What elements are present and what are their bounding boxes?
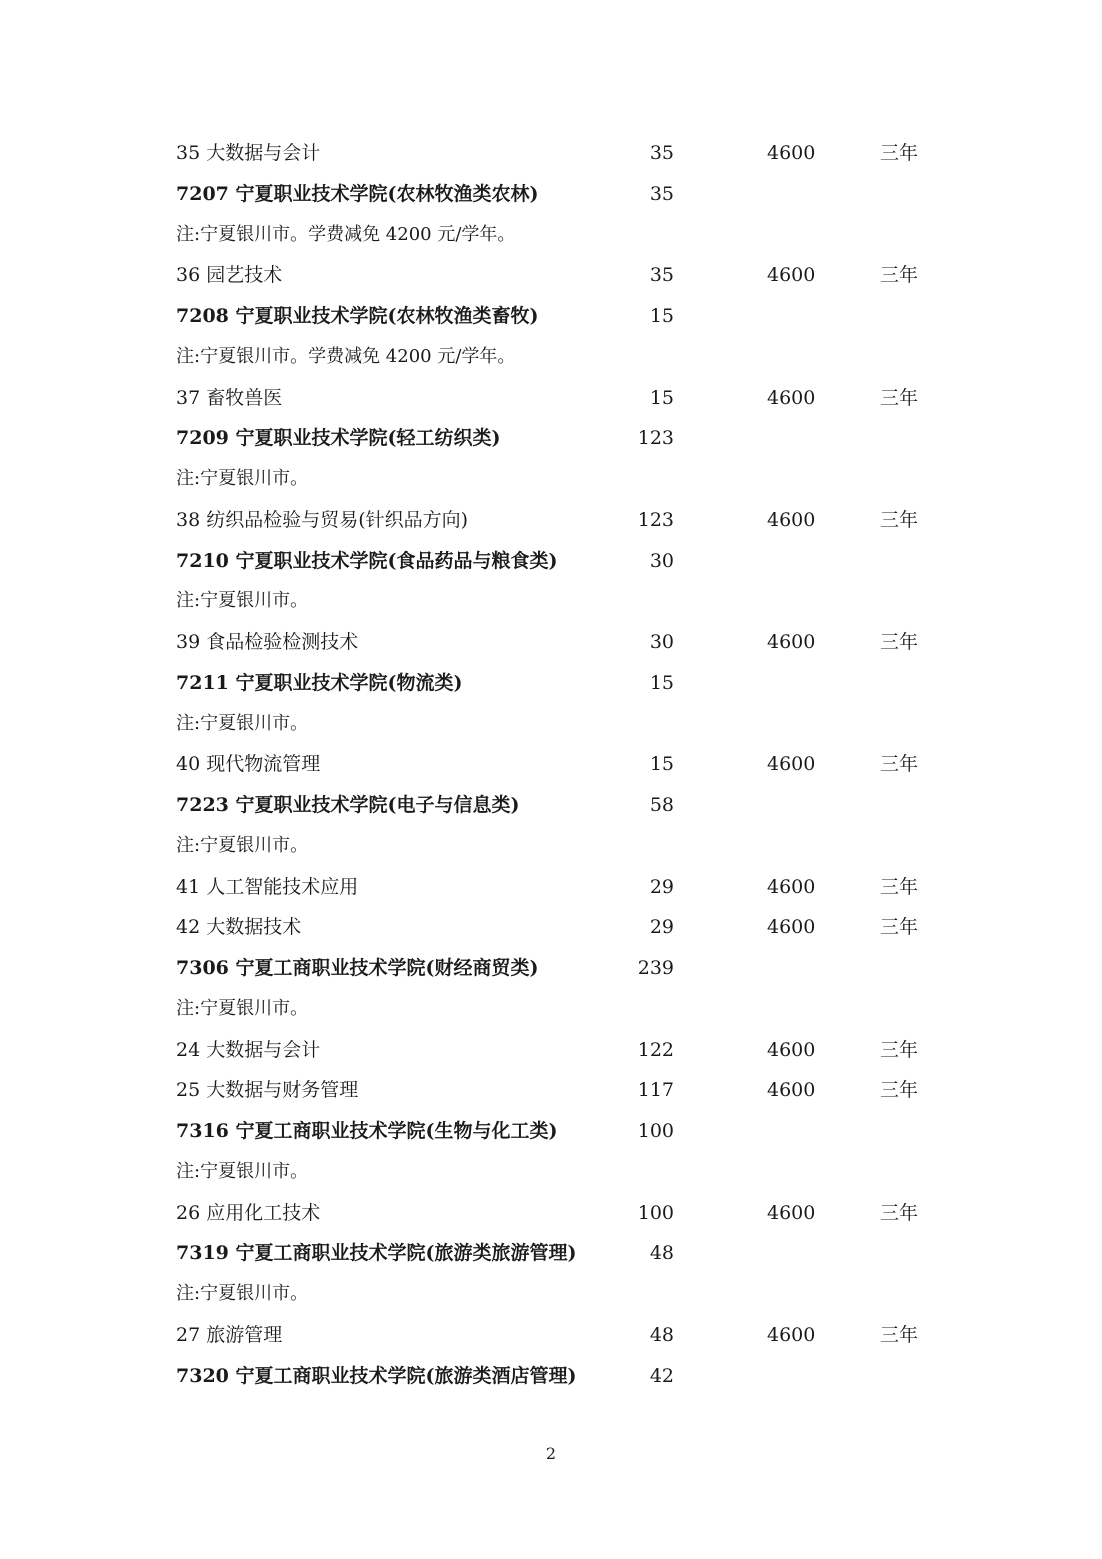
plan-count: 100 (637, 1120, 674, 1142)
study-duration: 三年 (880, 875, 919, 898)
plan-count: 123 (637, 427, 674, 450)
institution-name: 7319 宁夏工商职业技术学院(旅游类旅游管理) (176, 1242, 577, 1265)
major-name: 24 大数据与会计 (176, 1038, 321, 1061)
institution-row (0, 418, 1102, 459)
major-name: 40 现代物流管理 (176, 753, 321, 776)
plan-count: 123 (637, 508, 674, 531)
tuition-fee: 4600 (767, 631, 816, 653)
major-name: 37 畜牧兽医 (176, 386, 283, 409)
tuition-fee: 4600 (767, 386, 816, 409)
note-text: 注:宁夏银川市。学费减免 4200 元/学年。 (176, 223, 516, 245)
note-row (0, 826, 1102, 867)
institution-row (0, 174, 1102, 215)
tuition-fee: 4600 (767, 916, 816, 939)
study-duration: 三年 (880, 916, 919, 939)
study-duration: 三年 (880, 753, 919, 776)
institution-row (0, 1111, 1102, 1152)
plan-count: 30 (649, 549, 674, 572)
tuition-fee: 4600 (767, 264, 816, 287)
tuition-fee: 4600 (767, 1079, 816, 1102)
study-duration: 三年 (880, 1038, 919, 1061)
tuition-fee: 4600 (767, 142, 816, 164)
note-row (0, 704, 1102, 745)
plan-count: 42 (649, 1364, 674, 1387)
plan-count: 122 (637, 1038, 674, 1061)
major-name: 27 旅游管理 (176, 1323, 283, 1346)
plan-count: 58 (649, 794, 674, 816)
institution-row (0, 948, 1102, 989)
admission-plan-list (0, 133, 1102, 1396)
major-row (0, 907, 1102, 948)
major-name: 35 大数据与会计 (176, 142, 321, 164)
study-duration: 三年 (880, 264, 919, 287)
study-duration: 三年 (880, 1323, 919, 1346)
note-row (0, 1152, 1102, 1193)
institution-name: 7208 宁夏职业技术学院(农林牧渔类畜牧) (176, 305, 539, 327)
note-row (0, 1274, 1102, 1315)
plan-count: 117 (637, 1079, 674, 1102)
institution-row (0, 296, 1102, 337)
major-name: 42 大数据技术 (176, 916, 302, 939)
study-duration: 三年 (880, 1201, 919, 1224)
note-text: 注:宁夏银川市。 (176, 468, 309, 489)
tuition-fee: 4600 (767, 875, 816, 898)
note-row (0, 459, 1102, 500)
plan-count: 35 (649, 142, 674, 164)
major-name: 41 人工智能技术应用 (176, 875, 359, 898)
plan-count: 239 (637, 957, 674, 979)
major-row (0, 500, 1102, 541)
study-duration: 三年 (880, 631, 919, 653)
plan-count: 15 (649, 671, 674, 694)
plan-count: 100 (637, 1201, 674, 1224)
note-row (0, 581, 1102, 622)
study-duration: 三年 (880, 508, 919, 531)
study-duration: 三年 (880, 1079, 919, 1102)
institution-row (0, 1233, 1102, 1274)
major-name: 39 食品检验检测技术 (176, 631, 359, 653)
major-row (0, 1070, 1102, 1111)
institution-name: 7209 宁夏职业技术学院(轻工纺织类) (176, 427, 501, 450)
major-row (0, 133, 1102, 174)
plan-count: 29 (649, 916, 674, 939)
major-row (0, 1193, 1102, 1234)
note-row (0, 215, 1102, 256)
note-row (0, 989, 1102, 1030)
institution-name: 7316 宁夏工商职业技术学院(生物与化工类) (176, 1120, 558, 1142)
note-row (0, 337, 1102, 378)
institution-name: 7320 宁夏工商职业技术学院(旅游类酒店管理) (176, 1364, 577, 1387)
plan-count: 35 (649, 182, 674, 205)
tuition-fee: 4600 (767, 753, 816, 776)
major-row (0, 255, 1102, 296)
institution-name: 7210 宁夏职业技术学院(食品药品与粮食类) (176, 549, 558, 572)
major-row (0, 378, 1102, 419)
tuition-fee: 4600 (767, 1201, 816, 1224)
institution-name: 7207 宁夏职业技术学院(农林牧渔类农林) (176, 182, 539, 205)
plan-count: 15 (649, 305, 674, 327)
tuition-fee: 4600 (767, 508, 816, 531)
study-duration: 三年 (880, 142, 919, 164)
major-name: 26 应用化工技术 (176, 1201, 321, 1224)
plan-count: 48 (649, 1323, 674, 1346)
note-text: 注:宁夏银川市。 (176, 834, 309, 856)
plan-count: 35 (649, 264, 674, 287)
note-text: 注:宁夏银川市。 (176, 712, 309, 734)
institution-row (0, 1356, 1102, 1397)
note-text: 注:宁夏银川市。 (176, 1160, 309, 1182)
institution-name: 7211 宁夏职业技术学院(物流类) (176, 671, 463, 694)
major-row (0, 622, 1102, 663)
plan-count: 48 (649, 1242, 674, 1265)
institution-row (0, 785, 1102, 826)
major-name: 25 大数据与财务管理 (176, 1079, 359, 1102)
plan-count: 15 (649, 753, 674, 776)
page-number: 2 (545, 1444, 557, 1463)
institution-row (0, 541, 1102, 582)
note-text: 注:宁夏银川市。 (176, 1283, 309, 1304)
tuition-fee: 4600 (767, 1038, 816, 1061)
major-name: 36 园艺技术 (176, 264, 283, 287)
note-text: 注:宁夏银川市。学费减免 4200 元/学年。 (176, 345, 516, 367)
note-text: 注:宁夏银川市。 (176, 997, 309, 1019)
major-row (0, 867, 1102, 908)
major-name: 38 纺织品检验与贸易(针织品方向) (176, 508, 469, 531)
tuition-fee: 4600 (767, 1323, 816, 1346)
major-row (0, 744, 1102, 785)
major-row (0, 1315, 1102, 1356)
plan-count: 15 (649, 386, 674, 409)
plan-count: 30 (649, 631, 674, 653)
plan-count: 29 (649, 875, 674, 898)
institution-name: 7223 宁夏职业技术学院(电子与信息类) (176, 794, 520, 816)
study-duration: 三年 (880, 386, 919, 409)
major-row (0, 1030, 1102, 1071)
institution-name: 7306 宁夏工商职业技术学院(财经商贸类) (176, 957, 539, 979)
institution-row (0, 663, 1102, 704)
note-text: 注:宁夏银川市。 (176, 590, 309, 612)
